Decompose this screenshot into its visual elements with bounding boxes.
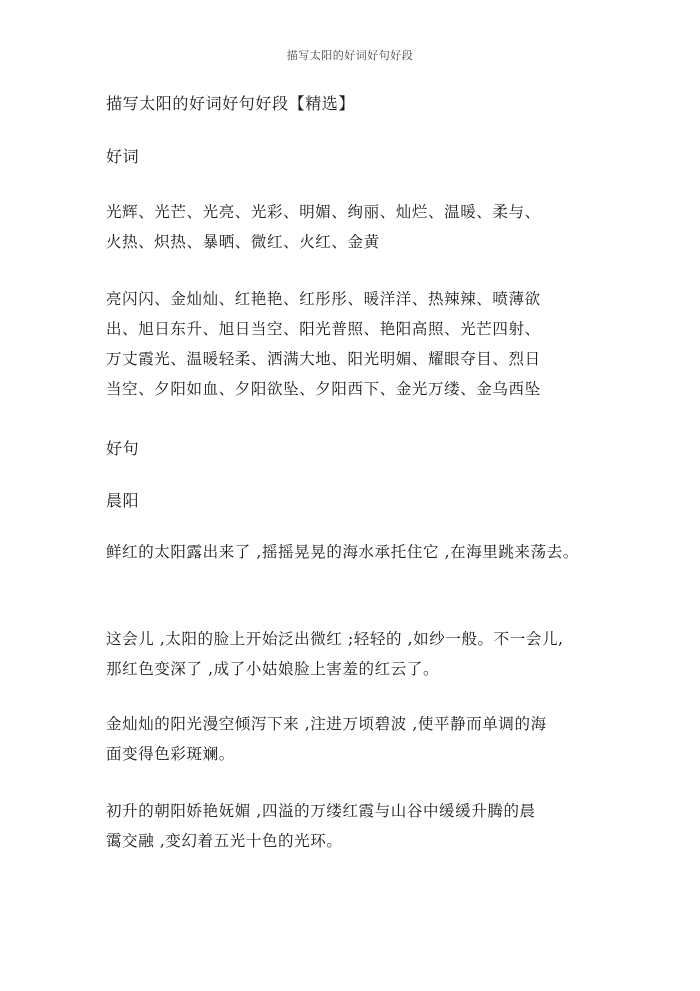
text-line: 亮闪闪、金灿灿、红艳艳、红彤彤、暖洋洋、热辣辣、喷薄欲 — [106, 290, 541, 308]
subsection-heading-morning: 晨阳 — [106, 491, 140, 510]
text-line: 这会儿 ,太阳的脸上开始泛出微红 ;轻轻的 ,如纱一般。不一会儿, — [106, 630, 564, 648]
text-line: 当空、夕阳如血、夕阳欲坠、夕阳西下、金光万缕、金乌西坠 — [106, 380, 541, 398]
text-line: 霭交融 ,变幻着五光十色的光环。 — [106, 832, 343, 850]
text-line: 光辉、光芒、光亮、光彩、明媚、绚丽、灿烂、温暖、柔与、 — [106, 203, 541, 221]
section-heading-sentences: 好句 — [106, 439, 140, 458]
words-group-1 — [106, 197, 541, 257]
paragraph-2 — [106, 624, 564, 684]
document-title: 描写太阳的好词好句好段【精选】 — [106, 94, 356, 113]
text-line: 初升的朝阳娇艳妩媚 ,四溢的万缕红霞与山谷中缓缓升腾的晨 — [106, 802, 536, 820]
text-line: 面变得色彩斑斓。 — [106, 745, 235, 763]
text-line: 万丈霞光、温暖轻柔、洒满大地、阳光明媚、耀眼夺目、烈日 — [106, 350, 541, 368]
text-line: 那红色变深了 ,成了小姑娘脸上害羞的红云了。 — [106, 660, 440, 678]
paragraph-4 — [106, 796, 536, 856]
paragraph-3 — [106, 709, 547, 769]
paragraph-1 — [106, 537, 579, 567]
text-line: 鲜红的太阳露出来了 ,摇摇晃晃的海水承托住它 ,在海里跳来荡去。 — [106, 543, 579, 561]
section-heading-words: 好词 — [106, 147, 140, 166]
running-header: 描写太阳的好词好句好段 — [286, 49, 414, 62]
text-line: 火热、炽热、暴晒、微红、火红、金黄 — [106, 233, 380, 251]
text-line: 金灿灿的阳光漫空倾泻下来 ,注进万顷碧波 ,使平静而单调的海 — [106, 715, 547, 733]
text-line: 出、旭日东升、旭日当空、阳光普照、艳阳高照、光芒四射、 — [106, 320, 541, 338]
words-group-2 — [106, 284, 541, 404]
